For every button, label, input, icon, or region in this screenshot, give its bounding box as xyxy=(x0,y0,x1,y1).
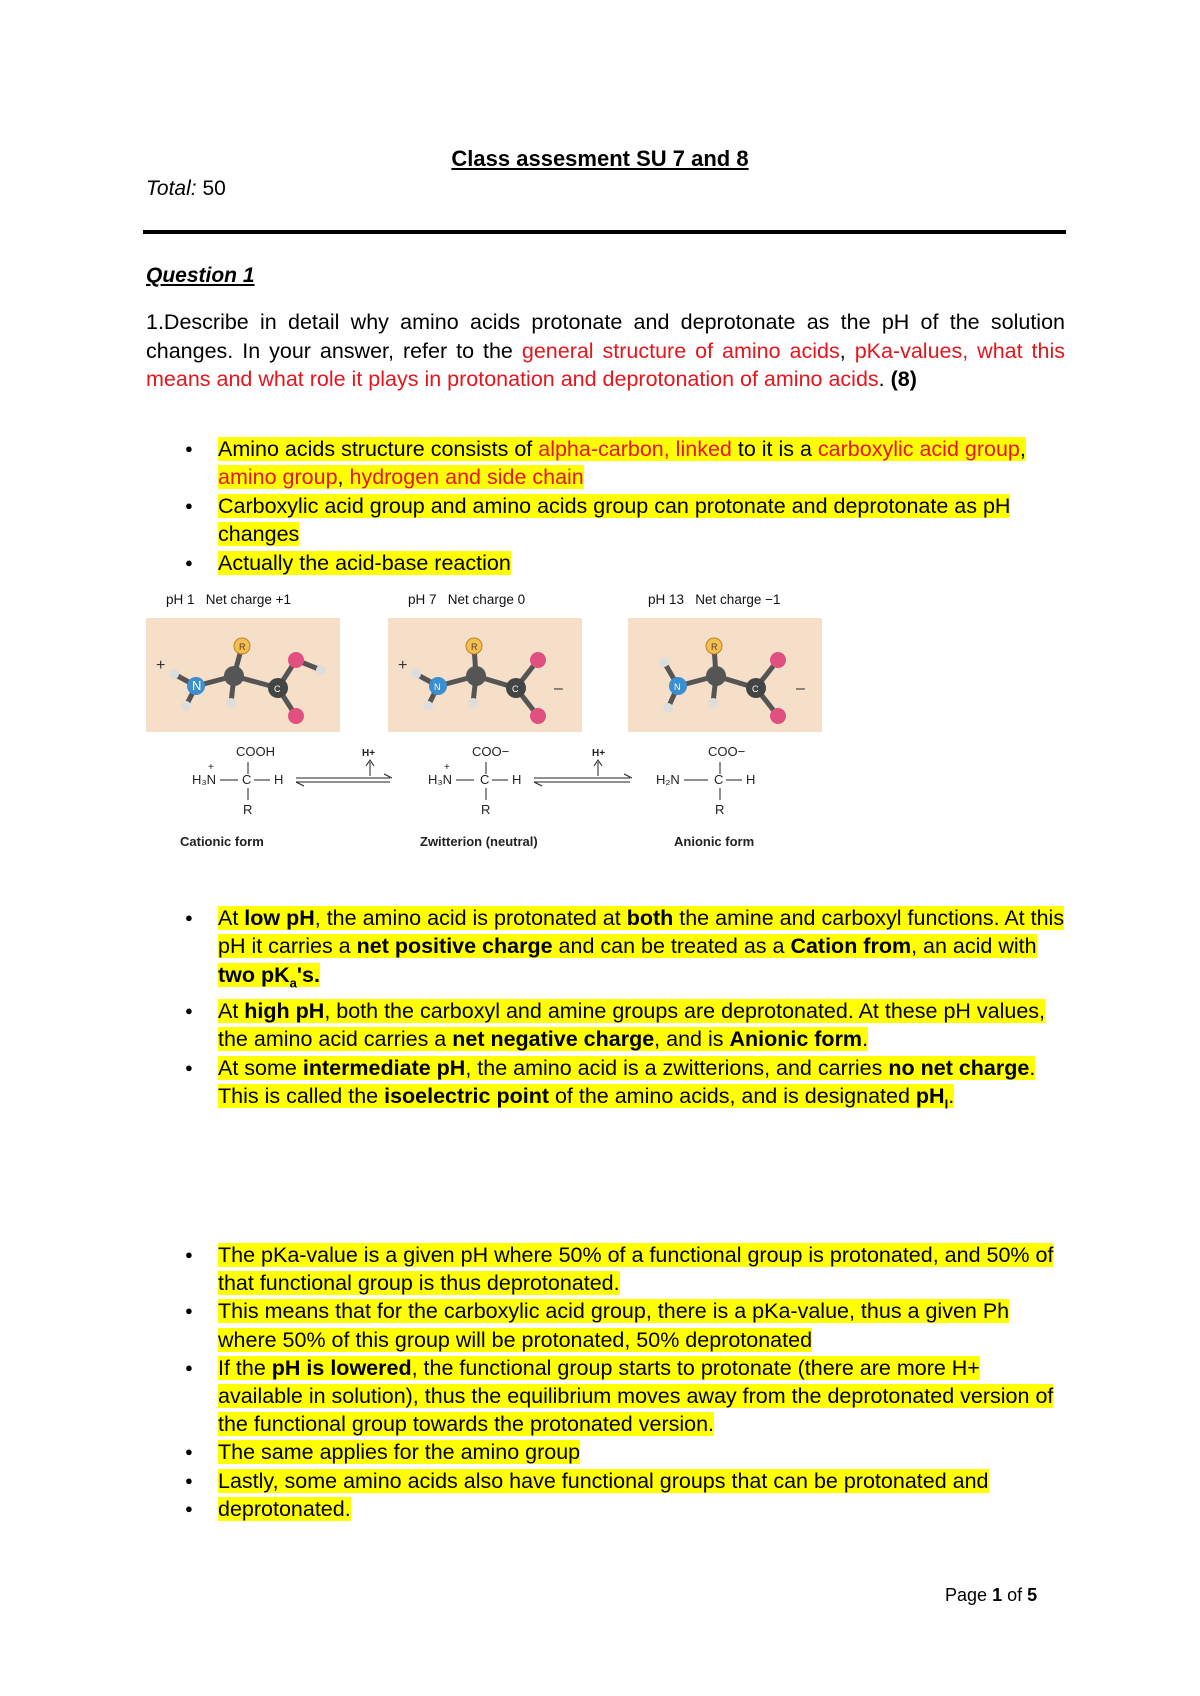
prompt-keyword: pKa-values, what this means and what role it plays in protonation and deprotonation of amino acids xyxy=(146,338,1066,391)
anionic-hydrogen: H xyxy=(746,772,756,787)
panel-2-label xyxy=(408,592,525,607)
r-group-label: R xyxy=(471,642,478,652)
list-item xyxy=(185,1054,1065,1119)
svg-text:–: – xyxy=(554,680,563,697)
question-prompt xyxy=(146,308,1065,394)
svg-text:–: – xyxy=(796,680,805,697)
r-group-label: R xyxy=(239,642,246,652)
bullet-list-structure xyxy=(185,435,1069,577)
amino-acid-ionization-figure xyxy=(146,592,822,870)
cationic-hydrogen: H xyxy=(274,772,284,787)
anionic-form-label: Anionic form xyxy=(674,834,755,849)
proton-label-2: H+ xyxy=(592,748,606,759)
bullet-icon: ● xyxy=(185,1303,193,1319)
total-label: Total: xyxy=(146,177,197,200)
svg-text:+: + xyxy=(208,762,214,773)
total-value: 50 xyxy=(202,177,226,200)
cationic-amine-group: H₃N xyxy=(192,772,217,787)
zwitterion-form-label: Zwitterion (neutral) xyxy=(420,834,538,849)
bullet-icon: ● xyxy=(185,1500,193,1516)
bullet-icon: ● xyxy=(185,441,193,456)
nitrogen-label: N xyxy=(434,682,441,692)
zwitterion-hydrogen: H xyxy=(512,772,522,787)
svg-text:+: + xyxy=(156,657,166,674)
structural-formulas xyxy=(146,742,822,870)
molecule-panel-zwitterion xyxy=(388,618,582,732)
list-item xyxy=(185,1354,1065,1439)
cationic-alpha-carbon: C xyxy=(242,772,252,787)
panel-1-ph: pH 1 xyxy=(166,592,195,607)
nitrogen-label: N xyxy=(674,682,681,692)
bullet-list-pka xyxy=(185,1241,1065,1523)
list-item xyxy=(185,997,1065,1054)
panel-3-label xyxy=(648,592,780,607)
list-item xyxy=(185,492,1069,549)
highlighted-text: The pKa-value is a given pH where 50% of a functional group is protonated, and 50% of that functional group is thus deprotonated. xyxy=(218,1243,1054,1296)
carbon-label: C xyxy=(274,684,281,694)
r-group-label: R xyxy=(711,642,718,652)
bullet-icon: ● xyxy=(185,1444,193,1460)
highlighted-text: This means that for the carboxylic acid group, there is a pKa-value, thus a given Ph where 50% of this group will be protonated, 50% deprotonated xyxy=(218,1299,1010,1352)
highlighted-text: At high pH, both the carboxyl and amine groups are deprotonated. At these pH values, the amino acid carries a net negative charge, and is Anionic form. xyxy=(218,999,1046,1052)
prompt-keyword: general structure of amino acids xyxy=(521,338,840,363)
panel-3-ph: pH 13 xyxy=(648,592,685,607)
svg-text:+: + xyxy=(444,762,450,773)
highlighted-text: At low pH, the amino acid is protonated at both the amine and carboxyl functions. At this pH it carries a net positive charge and can be treated as a Cation from, an acid with two $pK_a's$. xyxy=(218,906,1065,990)
bullet-list-ph-forms xyxy=(185,904,1065,1119)
ball-stick-model-anionic xyxy=(628,618,822,732)
zwitterion-alpha-carbon: C xyxy=(480,772,490,787)
nitrogen-label: N xyxy=(192,678,202,693)
document-title: Class assesment SU 7 and 8 xyxy=(451,146,749,171)
svg-text:+: + xyxy=(398,657,408,674)
carbon-label: C xyxy=(512,684,519,694)
bullet-icon: ● xyxy=(185,1003,193,1019)
highlighted-text: At some intermediate pH, the amino acid is a zwitterions, and carries no net charge. This is called the isoelectric point of the amino acids, and is designated $pH_I$. xyxy=(218,1055,1036,1112)
header-rule xyxy=(143,230,1066,234)
proton-label-1: H+ xyxy=(362,748,376,759)
anionic-carboxylate-group: COO− xyxy=(708,744,746,759)
molecule-panel-anionic xyxy=(628,618,822,732)
bullet-icon: ● xyxy=(185,554,193,570)
highlighted-text: Actually the acid-base reaction xyxy=(218,550,511,575)
list-item xyxy=(185,435,1069,492)
list-item xyxy=(185,1297,1065,1353)
list-item xyxy=(185,1495,1065,1523)
anionic-amine-group: H₂N xyxy=(656,772,680,787)
cationic-carboxyl-group: COOH xyxy=(236,744,275,759)
bullet-icon: ● xyxy=(185,1247,193,1262)
cationic-r-group: R xyxy=(243,802,253,817)
highlighted-text: Amino acids structure consists of alpha-carbon, linked to it is a carboxylic acid group, amino group, hydrogen and side chain xyxy=(218,437,1026,490)
molecule-panel-cationic xyxy=(146,618,340,732)
panel-3-charge: Net charge −1 xyxy=(695,592,781,607)
bullet-icon: ● xyxy=(185,1059,193,1075)
panel-1-charge: Net charge +1 xyxy=(205,592,291,607)
question-heading: Question 1 xyxy=(146,264,255,287)
bullet-icon: ● xyxy=(185,497,193,513)
footer-page-word: Page xyxy=(945,1585,988,1605)
list-item xyxy=(185,1241,1065,1297)
total-marks xyxy=(146,177,226,201)
footer-page-total: 5 xyxy=(1027,1585,1038,1605)
bullet-icon: ● xyxy=(185,1359,193,1375)
panel-2-ph: pH 7 xyxy=(408,592,437,607)
highlighted-text: Carboxylic acid group and amino acids group can protonate and deprotonate as pH changes xyxy=(218,493,1011,547)
prompt-text: (8) xyxy=(890,367,917,391)
zwitterion-carboxylate-group: COO− xyxy=(472,744,510,759)
list-item xyxy=(185,549,1069,577)
highlighted-text: Lastly, some amino acids also have functional groups that can be protonated and xyxy=(218,1468,989,1493)
footer-page-number: 1 xyxy=(992,1585,1003,1605)
highlighted-text: deprotonated. xyxy=(218,1496,351,1521)
cationic-form-label: Cationic form xyxy=(180,834,264,849)
page-footer xyxy=(945,1585,1037,1606)
anionic-alpha-carbon: C xyxy=(714,772,724,787)
carbon-label: C xyxy=(752,684,759,694)
zwitterion-r-group: R xyxy=(481,802,491,817)
footer-of-word: of xyxy=(1007,1585,1023,1605)
bullet-icon: ● xyxy=(185,910,193,925)
ball-stick-model-zwitterion xyxy=(388,618,582,732)
prompt-text: 1.Describe in detail why amino acids protonate and deprotonate as the pH of the solution changes. In your answer, refer to the xyxy=(146,310,1065,363)
prompt-text: , xyxy=(839,338,855,363)
panel-2-charge: Net charge 0 xyxy=(447,592,526,607)
highlighted-text: The same applies for the amino group xyxy=(218,1440,581,1465)
bullet-icon: ● xyxy=(185,1472,193,1488)
list-item xyxy=(185,904,1065,997)
prompt-text: . xyxy=(878,367,891,391)
zwitterion-amine-group: H₃N xyxy=(428,772,453,787)
list-item xyxy=(185,1467,1065,1495)
panel-1-label xyxy=(166,592,291,607)
anionic-r-group: R xyxy=(715,802,725,817)
highlighted-text: If the pH is lowered, the functional group starts to protonate (there are more H+ available in solution), thus the equilibrium moves away from the deprotonated version of the functional group towards the protonated version. xyxy=(218,1355,1054,1437)
ball-stick-model-cationic xyxy=(146,618,340,732)
list-item xyxy=(185,1438,1065,1466)
